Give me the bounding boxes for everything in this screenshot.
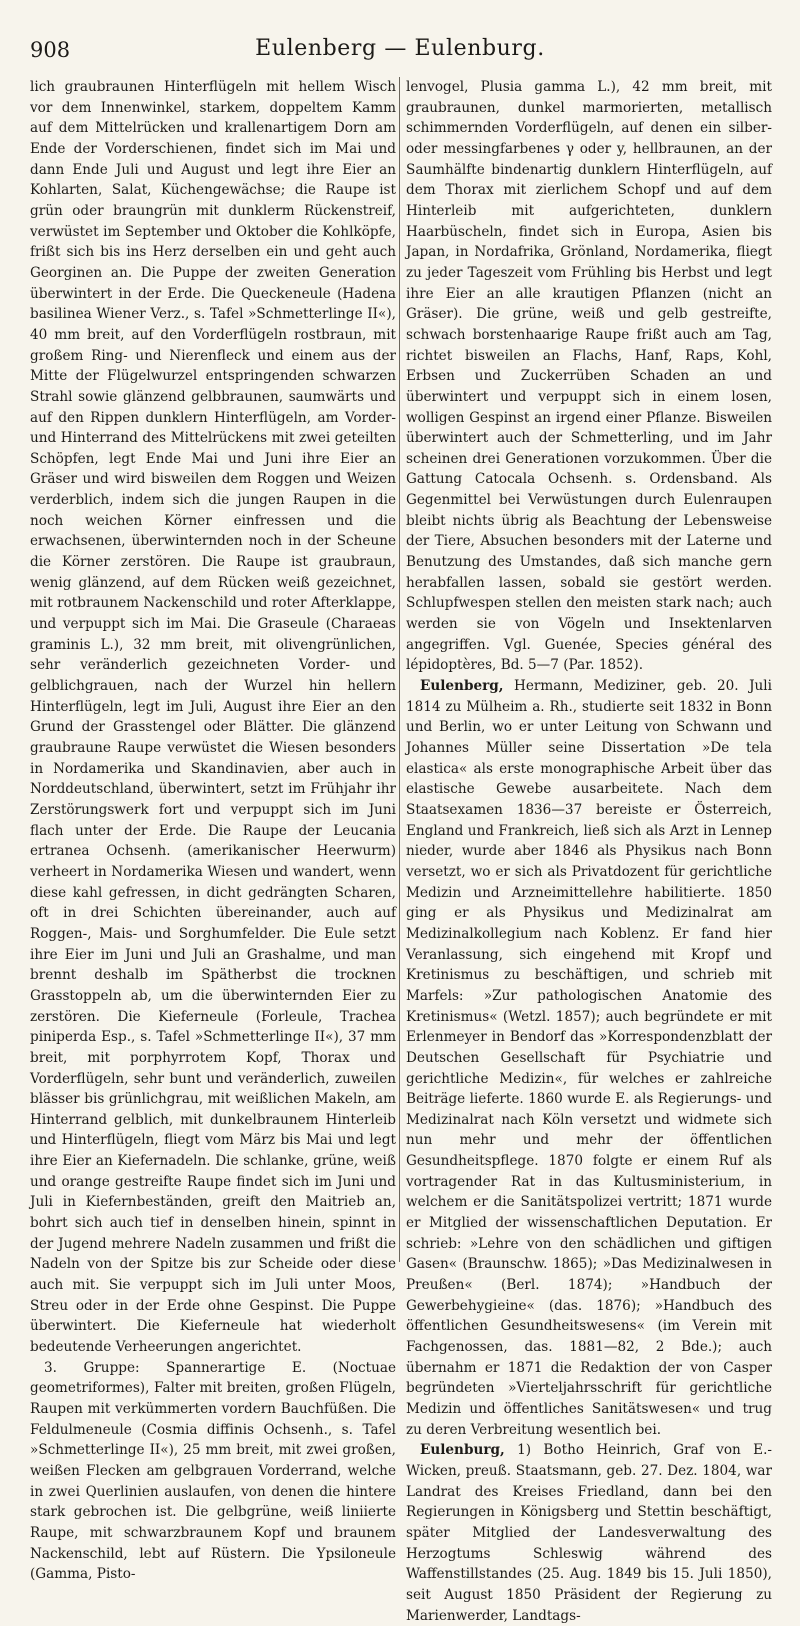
paragraph-gruppe-3: 3. Gruppe: Spannerartige E. (Noctuae geometriformes), Falter mit breiten, großen Flügeln, Raupen mit verkümmerten vordern Bauchfüßen. Die Feldulmeneule (Cosmia diffinis Ochsenh., s. Tafel »Schmetterlinge II«), 25 mm breit, mit zwei großen, weißen Flecken am gelbgrauen Vorderrand, welche in zwei Querlinien auslaufen, von denen die hintere stark gebrochen ist. Die gelbgrüne, weiß liniierte Raupe, mit schwarzbraunem Kopf und braunem Nackenschild, lebt auf Rüstern. Die Ypsiloneule (Gamma, Pisto-	[30, 1359, 396, 1583]
column-divider	[399, 77, 400, 1262]
left-column	[30, 77, 396, 1583]
page-header	[30, 34, 770, 70]
paragraph-eulen-continuation: lich graubraunen Hinterflügeln mit hellem Wisch vor dem Innenwinkel, starkem, doppeltem Kamm auf dem Mittelrücken und krallenartigem Dorn am Ende der Vorderschienen, findet sich im Mai und dann Ende Juli und August und legt ihre Eier an Kohlarten, Salat, Küchengewächse; die Raupe ist grün oder braungrün mit dunklerm Rückenstreif, verwüstet im September und Oktober die Kohlköpfe, frißt sich bis ins Herz derselben ein und geht auch Georginen an. Die Puppe der zweiten Generation überwintert in der Erde. Die Queckeneule (Hadena basilinea Wiener Verz., s. Tafel »Schmetterlinge II«), 40 mm breit, auf den Vorderflügeln rostbraun, mit großem Ring- und Nierenfleck und einem aus der Mitte der Flügelwurzel entspringenden schwarzen Strahl sowie glänzend gelbbraunen, saumwärts und auf den Rippen dunklern Hinterflügeln, am Vorder- und Hinterrand des Mittelrückens mit zwei geteilten Schöpfen, legt Ende Mai und Juni ihre Eier an Gräser und wird bisweilen dem Roggen und Weizen verderblich, indem sich die jungen Raupen in die noch weichen Körner einfressen und die erwachsenen, überwinternden noch in der Scheune die Körner zerstören. Die Raupe ist graubraun, wenig glänzend, auf dem Rücken weiß gezeichnet, mit rotbraunem Nackenschild und roter Afterklappe, und verpuppt sich im Mai. Die Graseule (Charaeas graminis L.), 32 mm breit, mit olivengrünlichen, sehr veränderlich gezeichneten Vorder- und gelblichgrauen, nach der Wurzel hin hellern Hinterflügeln, legt im Juli, August ihre Eier an den Grund der Grasstengel oder Blätter. Die glänzend graubraune Raupe verwüstet die Wiesen besonders in Nordamerika und Skandinavien, aber auch in Norddeutschland, überwintert, setzt im Frühjahr ihr Zerstörungswerk fort und verpuppt sich im Juni flach unter der Erde. Die Raupe der Leucania ertranea Ochsenh. (amerikanischer Heerwurm) verheert in Nordamerika Wiesen und wandert, wenn diese kahl gefressen, in dicht gedrängten Scharen, oft in drei Schichten übereinander, auch auf Roggen-, Mais- und Sorghumfelder. Die Eule setzt ihre Eier im Juni und Juli an Grashalme, und man brennt deshalb im Spätherbst die trocknen Grasstoppeln ab, um die überwinternden Eier zu zerstören. Die Kieferneule (Forleule, Trachea piniperda Esp., s. Tafel »Schmetterlinge II«), 37 mm breit, mit porphyrrotem Kopf, Thorax und Vorderflügeln, sehr bunt und veränderlich, zuweilen blässer bis grünlichgrau, mit weißlichen Makeln, am Hinterrand gelblich, mit dunkelbraunem Hinterleib und Hinterflügeln, fliegt vom März bis Mai und legt ihre Eier an Kiefernadeln. Die schlanke, grüne, weiß und orange gestreifte Raupe findet sich im Juni und Juli in Kiefernbeständen, greift den Maitrieb an, bohrt sich auch tief in denselben hinein, spinnt in der Jugend mehrere Nadeln zusammen und frißt die Nadeln von der Spitze bis zur Scheide oder diese auch mit. Sie verpuppt sich im Juli unter Moos, Streu oder in der Erde ohne Gespinst. Die Puppe überwintert. Die Kieferneule hat wiederholt bedeutende Verheerungen angerichtet.	[30, 79, 396, 1356]
right-column	[406, 77, 772, 1624]
entry-text: 1) Botho Heinrich, Graf von E.-Wicken, preuß. Staatsmann, geb. 27. Dez. 1804, war Landrat des Kreises Friedland, dann bei den Regierungen in Königsberg und Stettin beschäftigt, später Mitglied der Landesverwaltung des Herzogtums Schleswig während des Waffenstillstandes (25. Aug. 1849 bis 15. Juli 1850), seit August 1850 Präsident der Regierung zu Marienwerder, Landtags-	[406, 1442, 772, 1624]
paragraph-ypsiloneule: lenvogel, Plusia gamma L.), 42 mm breit, mit graubraunen, dunkel marmorierten, metallisch schimmernden Vorderflügeln, auf denen ein silber- oder messingfarbenes γ oder y, hellbraunen, an der Saumhälfte bindenartig dunklern Hinterflügeln, auf dem Thorax mit zierlichem Schopf und auf dem Hinterleib mit aufgerichteten, dunklern Haarbüscheln, findet sich in Europa, Asien bis Japan, in Nordafrika, Grönland, Nordamerika, fliegt zu jeder Tageszeit vom Frühling bis Herbst und legt ihre Eier an alle krautigen Pflanzen (nicht an Gräser). Die grüne, weiß und gelb gestreifte, schwach borstenhaarige Raupe frißt auch am Tag, richtet bisweilen an Flachs, Hanf, Raps, Kohl, Erbsen und Zuckerrüben Schaden an und überwintert und verpuppt sich in einem losen, wolligen Gespinst an irgend einer Pflanze. Bisweilen überwintert auch der Schmetterling, und im Jahr scheinen drei Generationen vorzukommen. Über die Gattung Catocala Ochsenh. s. Ordensband. Als Gegenmittel bei Verwüstungen durch Eulenraupen bleibt nichts übrig als Beachtung der Lebensweise der Tiere, Absuchen besonders mit der Laterne und Benutzung des Umstandes, daß sich manche gern herabfallen lassen, sobald sie gestört werden. Schlupfwespen stellen den meisten stark nach; auch werden sie von Vögeln und Insektenlarven angegriffen. Vgl. Guenée, Species général des lépidoptères, Bd. 5—7 (Par. 1852).	[406, 79, 772, 674]
page-number: 908	[30, 38, 71, 62]
entry-eulenberg	[406, 676, 772, 1440]
entry-text: Hermann, Mediziner, geb. 20. Juli 1814 zu Mülheim a. Rh., studierte seit 1832 in Bonn und Berlin, wo er unter Leitung von Schwann und Johannes Müller seine Dissertation »De tela elastica« als erste monographische Arbeit über das elastische Gewebe ausarbeitete. Nach dem Staatsexamen 1836—37 bereiste er Österreich, England und Frankreich, ließ sich als Arzt in Lennep nieder, wurde aber 1846 als Physikus nach Bonn versetzt, wo er sich als Privatdozent für gerichtliche Medizin und Arzneimittellehre habilitierte. 1850 ging er als Physikus und Medizinalrat am Medizinalkollegium nach Koblenz. Er fand hier Veranlassung, sich eingehend mit Kropf und Kretinismus zu beschäftigen, und schrieb mit Marfels: »Zur pathologischen Anatomie des Kretinismus« (Wetzl. 1857); auch begründete er mit Erlenmeyer in Bendorf das »Korrespondenzblatt der Deutschen Gesellschaft für Psychiatrie und gerichtliche Medizin«, für welches er zahlreiche Beiträge lieferte. 1860 wurde E. als Regierungs- und Medizinalrat nach Köln versetzt und widmete sich nun mehr und mehr der öffentlichen Gesundheitspflege. 1870 folgte er einem Ruf als vortragender Rat in das Kultusministerium, in welchem er die Sanitätspolizei vertritt; 1871 wurde er Mitglied der wissenschaftlichen Deputation. Er schrieb: »Lehre von den schädlichen und giftigen Gasen« (Braunschw. 1865); »Das Medizinalwesen in Preußen« (Berl. 1874); »Handbuch der Gewerbehygieine« (das. 1876); »Handbuch des öffentlichen Gesundheitswesens« (im Verein mit Fachgenossen, das. 1881—82, 2 Bde.); auch übernahm er 1871 die Redaktion der von Casper begründeten »Vierteljahrsschrift für gerichtliche Medizin und öffentliches Sanitätswesen« und trug zu deren Verbreitung wesentlich bei.	[406, 678, 772, 1438]
entry-headword: Eulenberg,	[420, 678, 504, 695]
entry-eulenburg	[406, 1440, 772, 1626]
running-title: Eulenberg — Eulenburg.	[255, 36, 545, 61]
entry-headword: Eulenburg,	[420, 1442, 505, 1459]
